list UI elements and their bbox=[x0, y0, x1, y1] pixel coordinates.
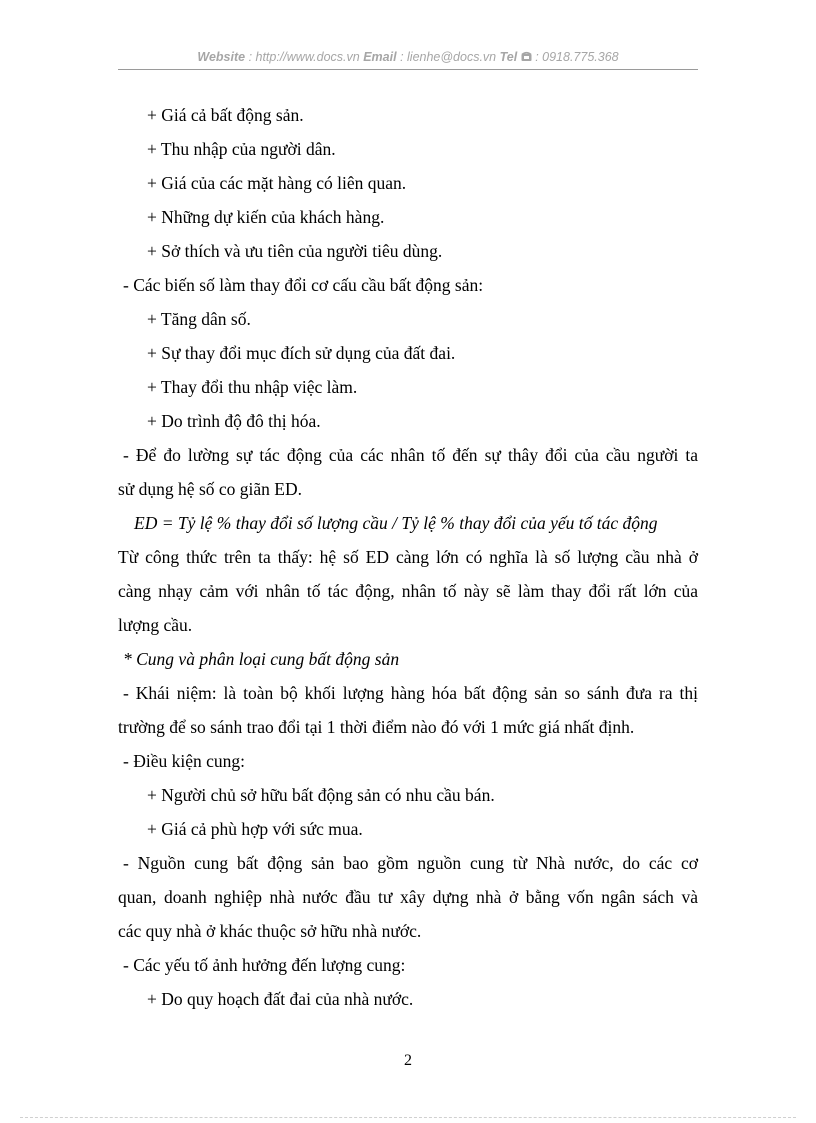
page-header bbox=[118, 50, 698, 65]
paragraph-line: trường để so sánh trao đổi tại 1 thời điểm nào đó với 1 mức giá nhất định. bbox=[118, 717, 635, 737]
website-label: Website bbox=[197, 50, 246, 64]
email-label: Email bbox=[363, 50, 397, 64]
paragraph-line: quan, doanh nghiệp nhà nước đầu tư xây dựng nhà ở bằng vốn ngân sách và bbox=[118, 887, 698, 907]
tel-value: : 0918.775.368 bbox=[535, 50, 619, 64]
list-item: + Thu nhập của người dân. bbox=[147, 139, 336, 159]
list-item: + Sự thay đổi mục đích sử dụng của đất đai. bbox=[147, 343, 456, 363]
paragraph-line: các quy nhà ở khác thuộc sở hữu nhà nước. bbox=[118, 921, 422, 941]
list-item: - Điều kiện cung: bbox=[123, 751, 245, 771]
formula: ED = Tỷ lệ % thay đổi số lượng cầu / Tỷ lệ % thay đổi của yếu tố tác động bbox=[134, 513, 658, 533]
list-item: + Do trình độ đô thị hóa. bbox=[147, 411, 321, 431]
list-item: + Tăng dân số. bbox=[147, 309, 251, 329]
header-divider bbox=[118, 69, 698, 70]
paragraph-conclusion bbox=[118, 540, 698, 642]
section-heading: * Cung và phân loại cung bất động sản bbox=[123, 649, 400, 669]
list-item: + Giá cả phù hợp với sức mua. bbox=[147, 819, 363, 839]
paragraph-elasticity bbox=[118, 438, 698, 506]
list-item: + Giá của các mặt hàng có liên quan. bbox=[147, 173, 407, 193]
tel-label: Tel bbox=[499, 50, 518, 64]
paragraph-supply-source bbox=[118, 846, 698, 948]
website-value[interactable]: : http://www.docs.vn bbox=[248, 50, 360, 64]
email-value[interactable]: : lienhe@docs.vn bbox=[400, 50, 497, 64]
paragraph-line: càng nhạy cảm với nhân tố tác động, nhân tố này sẽ làm thay đổi rất lớn của bbox=[118, 581, 698, 601]
list-item: + Do quy hoạch đất đai của nhà nước. bbox=[147, 989, 414, 1009]
phone-icon bbox=[521, 51, 532, 65]
document-body bbox=[118, 98, 698, 1016]
list-item: + Sở thích và ưu tiên của người tiêu dùng. bbox=[147, 241, 443, 261]
list-item: - Các biến số làm thay đổi cơ cấu cầu bất động sản: bbox=[123, 275, 484, 295]
list-item: + Những dự kiến của khách hàng. bbox=[147, 207, 385, 227]
page-number: 2 bbox=[404, 1052, 412, 1069]
paragraph-line: - Để đo lường sự tác động của các nhân tố đến sự thây đổi của cầu người ta bbox=[123, 445, 698, 465]
list-item: + Giá cả bất động sản. bbox=[147, 105, 304, 125]
paragraph-line: lượng cầu. bbox=[118, 615, 193, 635]
page-break-line bbox=[20, 1117, 796, 1118]
paragraph-line: Từ công thức trên ta thấy: hệ số ED càng lớn có nghĩa là số lượng cầu nhà ở bbox=[118, 547, 698, 567]
paragraph-definition bbox=[118, 676, 698, 744]
list-item: + Người chủ sở hữu bất động sản có nhu cầu bán. bbox=[147, 785, 495, 805]
paragraph-line: sử dụng hệ số co giãn ED. bbox=[118, 479, 302, 499]
list-item: + Thay đổi thu nhập việc làm. bbox=[147, 377, 358, 397]
paragraph-line: - Khái niệm: là toàn bộ khối lượng hàng hóa bất động sản so sánh đưa ra thị bbox=[123, 683, 698, 703]
list-item: - Các yếu tố ảnh hưởng đến lượng cung: bbox=[123, 955, 406, 975]
paragraph-line: - Nguồn cung bất động sản bao gồm nguồn cung từ Nhà nước, do các cơ bbox=[123, 853, 698, 873]
